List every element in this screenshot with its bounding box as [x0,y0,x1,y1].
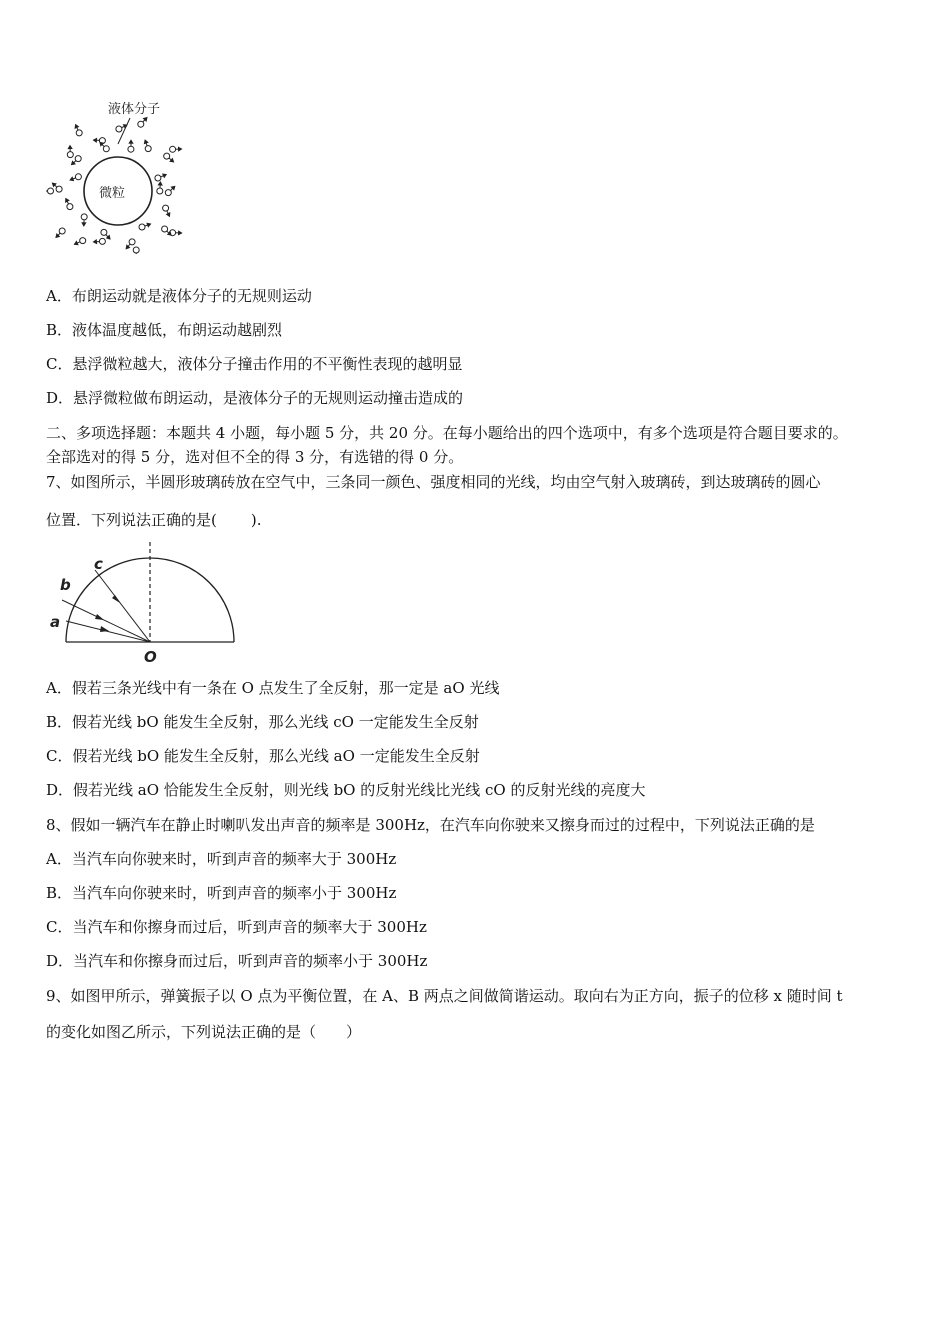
molecule-arrowhead [75,241,78,244]
molecule [139,224,145,230]
ray-b [62,600,150,642]
q7-stem-end: ). [250,511,262,529]
molecule-arrowhead [129,140,133,143]
q6-option-d: D．悬浮微粒做布朗运动，是液体分子的无规则运动撞击造成的 [46,389,464,407]
molecule [138,121,144,127]
molecule-arrowhead [66,199,69,203]
molecule [165,190,171,196]
q8-option-a: A．当汽车向你驶来时，听到声音的频率大于 300Hz [46,850,397,868]
q6-option-b: B．液体温度越低，布朗运动越剧烈 [46,321,283,339]
molecule-arrowhead [68,146,72,149]
q7-stem-line2 [46,510,261,530]
molecule [99,238,105,244]
arrow-c [112,595,120,603]
molecule-arrowhead [179,231,182,235]
label-O: O [144,648,157,666]
label-a: a [50,613,61,631]
molecule [145,146,151,152]
molecule-arrowhead [144,140,147,143]
molecule-arrowhead [158,182,162,185]
molecule-arrowhead [179,147,182,151]
molecule [76,130,82,136]
section2-heading: 二、多项选择题：本题共 4 小题，每小题 5 分，共 20 分。在每小题给出的四个选项中，有多个选项是符合题目要求的。 [46,424,848,442]
label-b: b [60,576,71,594]
molecule [80,238,86,244]
molecule-arrowhead [82,223,86,226]
molecule [170,146,176,152]
molecule-arrowhead [94,240,97,244]
particle-label: 微粒 [99,186,126,201]
q8-stem: 8、假如一辆汽车在静止时喇叭发出声音的频率是 300Hz，在汽车向你驶来又擦身而过的过程中，下列说法正确的是 [46,816,815,834]
molecule [116,126,122,132]
molecule [67,152,73,158]
molecule [157,188,163,194]
molecule [75,174,81,180]
q7-stem-line1: 7、如图所示，半圆形玻璃砖放在空气中，三条同一颜色、强度相同的光线，均由空气射入玻璃砖，到达玻璃砖的圆心 [46,473,821,491]
q9-stem-line1: 9、如图甲所示，弹簧振子以 O 点为平衡位置，在 A、B 两点之间做简谐运动。取向右为正方向，振子的位移 x 随时间 t [46,987,843,1005]
section2-scoring: 全部选对的得 5 分，选对但不全的得 3 分，有选错的得 0 分。 [46,448,464,466]
q8-option-b: B．当汽车向你驶来时，听到声音的频率小于 300Hz [46,884,397,902]
q7-option-b: B．假若光线 bO 能发生全反射，那么光线 cO 一定能发生全反射 [46,713,479,731]
q8-option-d: D．当汽车和你擦身而过后，听到声音的频率小于 300Hz [46,952,428,970]
molecule [133,247,139,253]
molecule-arrowhead [167,213,170,217]
molecule [164,153,170,159]
q7-option-d: D．假若光线 aO 恰能发生全反射，则光线 bO 的反射光线比光线 cO 的反射光线的亮度大 [46,781,646,799]
label-c: c [94,555,103,573]
liquid-molecule-label: 液体分子 [108,102,161,117]
molecule [155,175,161,181]
molecule-arrowhead [147,223,150,226]
molecule-arrowhead [75,125,78,129]
arrow-a [100,626,109,632]
brownian-motion-figure [46,94,196,254]
arrow-b [95,614,104,620]
q7-option-a: A．假若三条光线中有一条在 O 点发生了全反射，那一定是 aO 光线 [46,679,500,697]
molecule-arrowhead [163,174,166,177]
molecule [163,205,169,211]
q7-stem-text: 位置．下列说法正确的是( [46,511,217,529]
molecule-arrowhead [70,177,73,180]
ray-a [66,621,150,642]
molecule [56,186,62,192]
q6-option-c: C．悬浮微粒越大，液体分子撞击作用的不平衡性表现的越明显 [46,355,463,373]
semicircle-glass-figure [46,538,246,668]
q8-option-c: C．当汽车和你擦身而过后，听到声音的频率大于 300Hz [46,918,427,936]
molecule-arrowhead [124,125,128,128]
q9-stem-line2: 的变化如图乙所示，下列说法正确的是（ ） [46,1023,362,1041]
molecule [103,146,109,152]
molecule [128,146,134,152]
molecule [67,204,73,210]
molecule [129,239,135,245]
molecule [81,214,87,220]
molecule [75,156,81,162]
molecule-arrowhead [94,139,97,143]
molecule [48,188,54,194]
molecule [101,229,107,235]
q7-option-c: C．假若光线 bO 能发生全反射，那么光线 aO 一定能发生全反射 [46,747,480,765]
q6-option-a: A．布朗运动就是液体分子的无规则运动 [46,287,312,305]
